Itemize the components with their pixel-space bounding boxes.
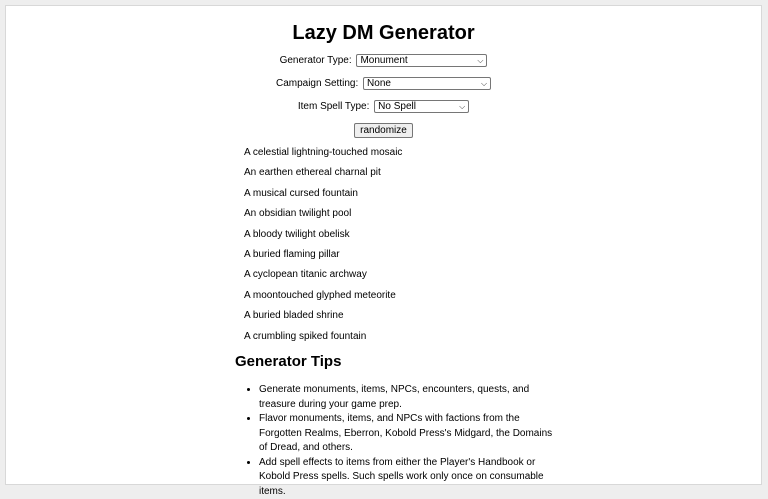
- generator-type-row: [6, 54, 761, 67]
- randomize-row: [6, 123, 761, 138]
- campaign-setting-select[interactable]: [363, 77, 491, 90]
- tip-item: • Generate monuments, items, NPCs, encounters, quests, and treasure during your game prep.: [259, 383, 554, 412]
- result-item: A celestial lightning-touched mosaic: [244, 147, 402, 167]
- randomize-button[interactable]: randomize: [354, 123, 413, 138]
- page-card: [5, 5, 762, 485]
- item-spell-type-label: Item Spell Type:: [298, 101, 370, 112]
- generator-type-value: Monument: [360, 55, 407, 66]
- page-title: Lazy DM Generator: [6, 22, 761, 45]
- result-item: A cyclopean titanic archway: [244, 269, 402, 289]
- result-item: An earthen ethereal charnal pit: [244, 167, 402, 187]
- tip-item: • Flavor monuments, items, and NPCs with factions from the Forgotten Realms, Eberron, Kobold Press's Midgard, the Domains of Dread, and others.: [259, 412, 554, 456]
- result-item: A bloody twilight obelisk: [244, 229, 402, 249]
- tip-item: • Add spell effects to items from either the Player's Handbook or Kobold Press spells. Such spells work only once on consumable items.: [259, 456, 554, 499]
- results-list: [244, 147, 402, 351]
- item-spell-type-select[interactable]: [374, 100, 469, 113]
- campaign-setting-row: [6, 77, 761, 90]
- chevron-down-icon: ⌵: [477, 55, 483, 67]
- result-item: A moontouched glyphed meteorite: [244, 290, 402, 310]
- result-item: A musical cursed fountain: [244, 188, 402, 208]
- generator-type-label: Generator Type:: [280, 55, 352, 66]
- result-item: A buried flaming pillar: [244, 249, 402, 269]
- tips-list: [244, 383, 554, 499]
- campaign-setting-value: None: [367, 78, 391, 89]
- campaign-setting-label: Campaign Setting:: [276, 78, 358, 89]
- result-item: An obsidian twilight pool: [244, 208, 402, 228]
- generator-type-select[interactable]: [356, 54, 487, 67]
- tips-heading: Generator Tips: [235, 353, 341, 370]
- item-spell-type-row: [6, 100, 761, 113]
- chevron-down-icon: ⌵: [481, 78, 487, 90]
- item-spell-type-value: No Spell: [378, 101, 416, 112]
- result-item: A crumbling spiked fountain: [244, 331, 402, 351]
- result-item: A buried bladed shrine: [244, 310, 402, 330]
- chevron-down-icon: ⌵: [459, 101, 465, 113]
